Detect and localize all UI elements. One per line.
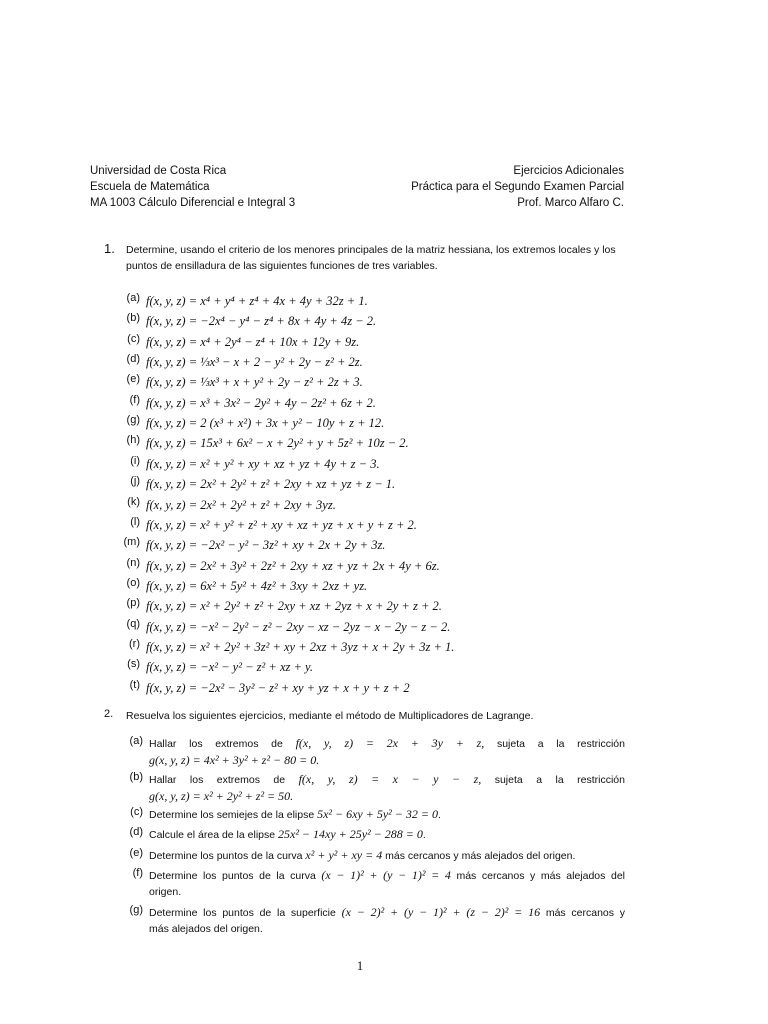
list-item	[126, 373, 363, 391]
item-label: (c)	[127, 332, 140, 345]
problem-number: 1.	[104, 241, 115, 256]
word: x − y − z,	[392, 772, 482, 786]
word: la	[556, 738, 565, 750]
text-before-math: Determine los puntos de la superficie	[149, 907, 342, 919]
function-expression: f(x, y, z) = ⅓x³ − x + 2 − y² + 2y − z² + 2z.	[146, 355, 363, 370]
word: restricción	[577, 774, 625, 786]
exercise-line	[149, 826, 625, 843]
problem-number: 2.	[104, 708, 114, 720]
item-label: (b)	[126, 312, 140, 325]
item-label: (n)	[126, 556, 140, 569]
text-after-math: más cercanos y más alejados del	[450, 870, 625, 882]
list-item	[126, 617, 451, 636]
item-label: (c)	[130, 806, 143, 818]
list-item	[129, 847, 625, 864]
word: sujeta	[494, 774, 523, 786]
list-item	[129, 393, 376, 412]
text-before-math: Determine los puntos de la curva	[149, 870, 322, 882]
item-label: (b)	[129, 771, 143, 783]
math-expression: 5x² − 6xy + 5y² − 32 = 0	[317, 807, 438, 821]
list-item	[126, 556, 440, 575]
math-expression: 25x² − 14xy + 25y² − 288 = 0	[278, 827, 423, 841]
list-item	[130, 475, 396, 493]
word: =	[371, 772, 380, 786]
list-item	[130, 454, 380, 473]
list-item	[126, 414, 385, 432]
function-expression: f(x, y, z) = −2x² − 3y² − z² + xy + yz + x + y + z + 2	[146, 680, 410, 695]
item-label: (k)	[127, 495, 140, 508]
exercise-text	[149, 847, 625, 864]
exercise-text	[149, 904, 625, 937]
function-expression: f(x, y, z) = x⁴ + 2y⁴ − z⁴ + 10x + 12y + 9z.	[146, 334, 360, 349]
list-item	[127, 495, 336, 514]
word: los	[189, 774, 204, 786]
list-item	[129, 637, 455, 656]
list-item	[129, 826, 625, 843]
list-item	[129, 678, 410, 697]
problem-2	[104, 708, 624, 724]
list-item	[130, 806, 625, 823]
function-expression: f(x, y, z) = 6x² + 5y² + 4z² + 3xy + 2xz + yz.	[146, 578, 368, 593]
list-item	[132, 867, 625, 900]
problem-1	[104, 242, 624, 274]
list-item	[126, 292, 368, 310]
school-name: Escuela de Matemática	[90, 181, 210, 193]
text-before-math: Determine los semiejes de la elipse	[149, 809, 318, 821]
list-item	[126, 312, 377, 330]
word: Hallar	[149, 774, 177, 786]
item-label: (r)	[129, 637, 140, 650]
function-expression: f(x, y, z) = −x² − y² − z² + xz + y.	[146, 660, 314, 675]
function-expression: f(x, y, z) = x² + y² + z² + xy + xz + yz + x + y + z + 2.	[146, 517, 417, 532]
word: restricción	[577, 738, 625, 750]
exercise-line-2: más alejados del origen.	[149, 923, 263, 935]
word: Hallar	[149, 738, 177, 750]
exercise-text	[149, 771, 625, 804]
item-label: (a)	[129, 735, 143, 747]
word: a	[537, 738, 544, 750]
text-before-math: Determine los puntos de la curva	[149, 850, 306, 862]
math-expression: (x − 2)² + (y − 1)² + (z − 2)² = 16	[341, 905, 541, 919]
professor-name: Prof. Marco Alfaro C.	[517, 197, 624, 209]
item-label: (d)	[126, 353, 140, 366]
function-expression: f(x, y, z) = ⅓x³ + x + y² + 2y − z² + 2z + 3.	[146, 375, 363, 390]
function-expression: f(x, y, z) = x⁴ + y⁴ + z⁴ + 4x + 4y + 32z + 1.	[146, 294, 368, 308]
exercise-line	[149, 904, 625, 921]
list-item	[126, 434, 409, 452]
item-label: (g)	[129, 904, 143, 916]
doc-subtitle: Práctica para el Segundo Examen Parcial	[411, 181, 624, 193]
item-label: (q)	[126, 617, 140, 630]
word: f(x, y, z)	[298, 772, 358, 786]
word: extremos	[215, 738, 259, 750]
item-label: (g)	[126, 414, 140, 427]
item-label: (p)	[126, 597, 140, 610]
exercise-text	[149, 806, 625, 823]
function-expression: f(x, y, z) = 2 (x³ + x²) + 3x + y² − 10y + z + 12.	[146, 416, 385, 431]
function-expression: f(x, y, z) = 2x² + 2y² + z² + 2xy + 3yz.	[146, 497, 336, 512]
exercise-line	[149, 806, 625, 823]
exercise-text	[149, 867, 625, 900]
list-item	[130, 515, 417, 534]
list-item	[126, 576, 368, 595]
list-item	[129, 771, 625, 804]
list-item	[126, 597, 442, 615]
item-label: (f)	[132, 867, 143, 879]
header-right	[411, 163, 624, 211]
item-label: (a)	[126, 292, 140, 304]
university-name: Universidad de Costa Rica	[90, 165, 227, 177]
math-expression: x² + y² + xy = 4	[305, 848, 383, 862]
constraint-expression: g(x, y, z) = 4x² + 3y² + z² − 80 = 0.	[149, 753, 320, 767]
item-label: (l)	[130, 515, 140, 528]
word: =	[365, 736, 374, 750]
word: 2x + 3y + z,	[386, 736, 485, 750]
function-expression: f(x, y, z) = 2x² + 2y² + z² + 2xy + xz + yz + z − 1.	[146, 477, 396, 492]
exercise-line	[149, 771, 625, 788]
function-expression: f(x, y, z) = x² + 2y² + z² + 2xy + xz + 2yz + x + 2y + z + 2.	[146, 599, 442, 614]
function-expression: f(x, y, z) = x² + 2y² + 3z² + xy + 2xz + 3yz + x + 2y + 3z + 1.	[146, 639, 455, 654]
problem-statement: Resuelva los siguientes ejercicios, mediante el método de Multiplicadores de Lagrange.	[126, 710, 534, 722]
item-label: (e)	[126, 373, 140, 386]
word: los	[189, 738, 203, 750]
text-before-math: Calcule el área de la elipse	[149, 829, 278, 841]
item-label: (d)	[129, 826, 143, 838]
math-expression: (x − 1)² + (y − 1)² = 4	[321, 868, 451, 882]
header-left	[90, 163, 295, 211]
list-item	[127, 658, 314, 676]
item-label: (o)	[126, 576, 140, 589]
constraint-expression: g(x, y, z) = x² + 2y² + z² = 50.	[149, 789, 294, 803]
word: la	[555, 774, 564, 786]
list-item	[126, 353, 363, 371]
word: a	[536, 774, 543, 786]
text-after-math: .	[437, 809, 441, 821]
exercise-text	[149, 735, 625, 768]
word: de	[271, 738, 283, 750]
page-number: 1	[356, 958, 364, 973]
word: de	[273, 774, 286, 786]
item-label: (e)	[129, 847, 143, 859]
exercise-line-2: origen.	[149, 886, 182, 898]
item-label: (h)	[126, 434, 140, 447]
problem-statement: Determine, usando el criterio de los menores principales de la matriz hessiana, los extremos locales y los puntos de ensilladura de las siguientes funciones de tres variables.	[126, 244, 616, 272]
item-label: (t)	[129, 678, 140, 691]
item-label: (i)	[130, 454, 140, 467]
word: sujeta	[496, 738, 525, 750]
function-expression: f(x, y, z) = 2x² + 3y² + 2z² + 2xy + xz + yz + 2x + 4y + 6z.	[146, 558, 440, 573]
function-expression: f(x, y, z) = −2x⁴ − y⁴ − z⁴ + 8x + 4y + 4z − 2.	[146, 314, 377, 329]
word: extremos	[216, 774, 260, 786]
exercise-line	[149, 867, 625, 884]
function-expression: f(x, y, z) = −x² − 2y² − z² − 2xy − xz − 2yz − x − 2y − z − 2.	[146, 619, 451, 634]
function-expression: f(x, y, z) = x³ + 3x² − 2y² + 4y − 2z² + 6z + 2.	[146, 395, 376, 410]
text-after-math: más cercanos y	[540, 907, 625, 919]
exercise-text	[149, 826, 625, 843]
function-expression: f(x, y, z) = x² + y² + xy + xz + yz + 4y + z − 3.	[146, 456, 380, 471]
item-label: (f)	[129, 393, 140, 406]
exercise-line	[149, 847, 625, 864]
list-item	[127, 332, 360, 351]
function-expression: f(x, y, z) = 15x³ + 6x² − x + 2y² + y + 5z² + 10z − 2.	[146, 436, 409, 451]
course-name: MA 1003 Cálculo Diferencial e Integral 3	[90, 197, 296, 209]
list-item	[129, 735, 625, 768]
function-expression: f(x, y, z) = −2x² − y² − 3z² + xy + 2x + 2y + 3z.	[146, 538, 386, 553]
item-label: (m)	[123, 536, 140, 549]
list-item	[123, 536, 386, 554]
text-after-math: más cercanos y más alejados del origen.	[382, 850, 576, 862]
doc-title: Ejercicios Adicionales	[513, 165, 624, 177]
text-after-math: .	[422, 829, 426, 841]
word: f(x, y, z)	[295, 736, 354, 750]
item-label: (j)	[130, 475, 140, 488]
exercise-line	[149, 735, 625, 752]
list-item	[129, 904, 625, 937]
item-label: (s)	[127, 658, 140, 671]
